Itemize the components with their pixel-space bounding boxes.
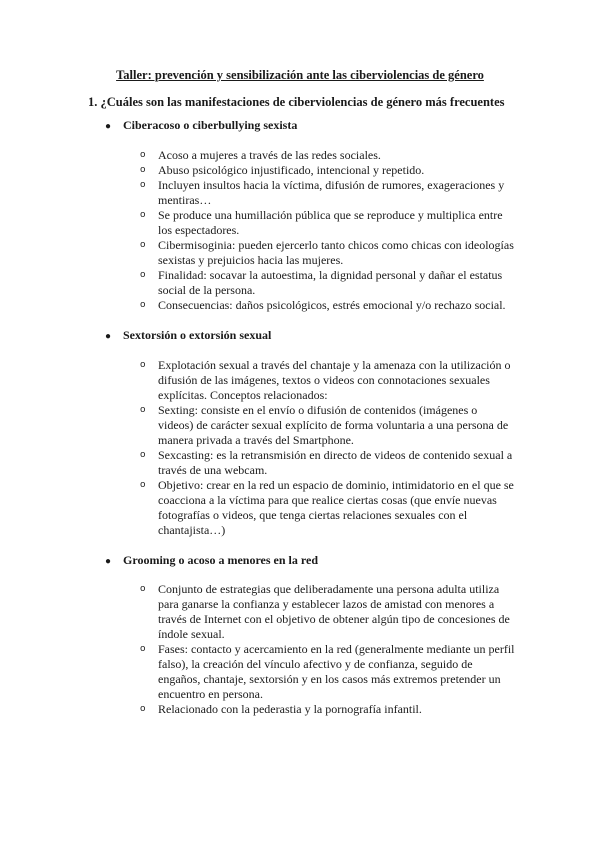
bullet-icon: ● <box>105 331 112 342</box>
question-heading: 1. ¿Cuáles son las manifestaciones de ciberviolencias de género más frecuentes <box>88 95 505 109</box>
list-item <box>140 448 515 478</box>
list-item-text: Fases: contacto y acercamiento en la red (generalmente mediante un perfil falso), la creación del vínculo afectivo y de confianza, seguido de engaños, chantaje, sextorsión y en los casos más extremos pretender un encuentro en persona. <box>158 642 515 701</box>
section-list-ciberacoso <box>140 148 515 313</box>
list-item-text: Incluyen insultos hacia la víctima, difusión de rumores, exageraciones y mentiras… <box>158 178 505 207</box>
list-item-text: Explotación sexual a través del chantaje y la amenaza con la utilización o difusión de las imágenes, textos o videos con connotaciones sexuales explícitas. Conceptos relacionados: <box>158 358 511 402</box>
circle-bullet-icon: o <box>140 165 146 175</box>
circle-bullet-icon: o <box>140 405 146 415</box>
circle-bullet-icon: o <box>140 300 146 310</box>
list-item <box>140 268 515 298</box>
list-item <box>140 298 515 313</box>
list-item <box>140 178 515 208</box>
list-item <box>140 403 515 448</box>
section-list-sextorsion <box>140 358 515 538</box>
list-item-text: Sexcasting: es la retransmisión en directo de videos de contenido sexual a través de una webcam. <box>158 448 513 477</box>
list-item <box>140 702 515 717</box>
list-item-text: Objetivo: crear en la red un espacio de dominio, intimidatorio en el que se coacciona a la víctima para que realice ciertas cosas (que envíe nuevas fotografías o videos, que tenga ciertas relaciones sexuales con el chantajista…) <box>158 478 514 537</box>
list-item <box>140 208 515 238</box>
list-item-text: Sexting: consiste en el envío o difusión de contenidos (imágenes o videos) de carácter sexual explícito de forma voluntaria a una persona de manera privada a través del Smartphone. <box>158 403 509 447</box>
list-item <box>140 582 515 642</box>
list-item <box>140 358 515 403</box>
section-heading-sextorsion <box>105 328 271 343</box>
list-item-text: Relacionado con la pederastia y la pornografía infantil. <box>158 702 422 716</box>
bullet-icon: ● <box>105 556 112 567</box>
circle-bullet-icon: o <box>140 450 146 460</box>
list-item <box>140 163 515 178</box>
circle-bullet-icon: o <box>140 150 146 160</box>
section-heading-ciberacoso <box>105 118 297 133</box>
list-item-text: Consecuencias: daños psicológicos, estrés emocional y/o rechazo social. <box>158 298 506 312</box>
circle-bullet-icon: o <box>140 480 146 490</box>
circle-bullet-icon: o <box>140 180 146 190</box>
bullet-icon: ● <box>105 121 112 132</box>
list-item <box>140 148 515 163</box>
list-item-text: Conjunto de estrategias que deliberadamente una persona adulta utiliza para ganarse la confianza y establecer lazos de amistad con menores a través de Internet con el objetivo de obtener algún tipo de concesiones de índole sexual. <box>158 582 510 641</box>
list-item-text: Finalidad: socavar la autoestima, la dignidad personal y dañar el estatus social de la persona. <box>158 268 503 297</box>
document-title: Taller: prevención y sensibilización ante las ciberviolencias de género <box>116 68 484 82</box>
section-heading-grooming <box>105 553 318 568</box>
list-item <box>140 478 515 538</box>
circle-bullet-icon: o <box>140 704 146 714</box>
circle-bullet-icon: o <box>140 240 146 250</box>
circle-bullet-icon: o <box>140 360 146 370</box>
list-item <box>140 238 515 268</box>
list-item-text: Se produce una humillación pública que se reproduce y multiplica entre los espectadores. <box>158 208 503 237</box>
list-item-text: Cibermisoginia: pueden ejercerlo tanto chicos como chicas con ideologías sexistas y prejuicios hacia las mujeres. <box>158 238 514 267</box>
circle-bullet-icon: o <box>140 210 146 220</box>
list-item <box>140 642 515 702</box>
section-heading-label: Sextorsión o extorsión sexual <box>123 328 272 342</box>
section-heading-label: Ciberacoso o ciberbullying sexista <box>123 118 298 132</box>
circle-bullet-icon: o <box>140 270 146 280</box>
list-item-text: Abuso psicológico injustificado, intencional y repetido. <box>158 163 425 177</box>
circle-bullet-icon: o <box>140 584 146 594</box>
circle-bullet-icon: o <box>140 644 146 654</box>
section-list-grooming <box>140 582 515 717</box>
section-heading-label: Grooming o acoso a menores en la red <box>123 553 318 567</box>
list-item-text: Acoso a mujeres a través de las redes sociales. <box>158 148 381 162</box>
